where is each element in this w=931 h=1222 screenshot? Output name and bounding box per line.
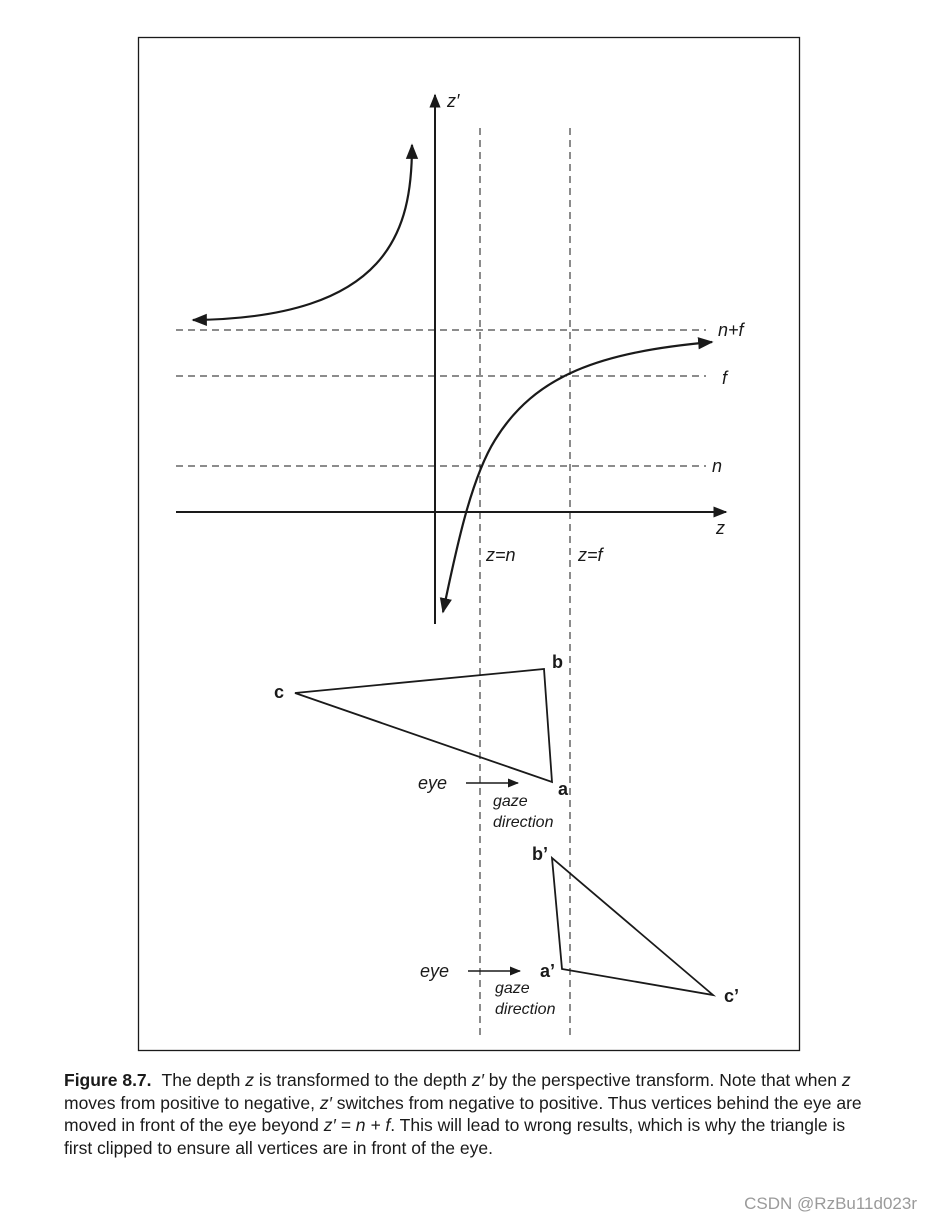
curve-right-branch (443, 342, 712, 612)
caption-text-2: is transformed to the depth (253, 1070, 472, 1090)
caption-text-4: moves from positive to negative, (64, 1092, 320, 1113)
eye-label-top: eye (418, 773, 448, 793)
hline-label-n: n (712, 456, 723, 476)
vertex-label-c-prime: c’ (724, 986, 740, 1006)
figure-frame (139, 38, 800, 1051)
caption-text-3: by the perspective transform. Note that when (483, 1070, 842, 1090)
caption-var-zprime: z′ (471, 1070, 484, 1090)
vertex-label-c: c (274, 682, 285, 702)
caption-equation: z′ = n + f (323, 1115, 391, 1135)
watermark: CSDN @RzBu11d023r (744, 1194, 917, 1213)
hline-label-f: f (722, 368, 728, 388)
caption-var-zprime-2: z′ (319, 1092, 332, 1113)
zprime-axis-label: z′ (447, 91, 460, 111)
caption-var-z-2: z (841, 1070, 851, 1090)
vertex-label-b-prime: b’ (532, 844, 548, 864)
figure-label: Figure 8.7. (64, 1070, 152, 1090)
z-axis-label: z (716, 518, 725, 538)
gaze-label-top-line1: gaze (493, 793, 528, 810)
eye-label-bottom: eye (420, 961, 450, 981)
vertex-label-a-prime: a’ (540, 961, 556, 981)
gaze-label-top-line2: direction (493, 814, 554, 831)
caption-text-6: . This will lead to wrong results, which is why the triangle is first clipped to ensure all vertices are in front of the eye. (64, 1115, 846, 1158)
gaze-label-bottom-line1: gaze (495, 980, 530, 997)
hline-label-n-plus-f: n+f (718, 320, 744, 340)
caption-text-5: switches from negative to positive. Thus vertices behind the eye are moved in front of the eye beyond (64, 1092, 862, 1135)
figure-caption (64, 1069, 872, 1159)
triangle-original (295, 669, 552, 782)
vertex-label-a: a (558, 779, 569, 799)
curve-left-branch (193, 145, 412, 320)
vline-label-z-eq-f: z=f (578, 545, 603, 565)
caption-text-1: The depth (161, 1070, 246, 1090)
vline-label-z-eq-n: z=n (486, 545, 516, 565)
triangle-transformed (552, 858, 713, 995)
caption-var-z: z (245, 1070, 254, 1090)
gaze-label-bottom-line2: direction (495, 1001, 556, 1018)
vertex-label-b: b (552, 652, 563, 672)
